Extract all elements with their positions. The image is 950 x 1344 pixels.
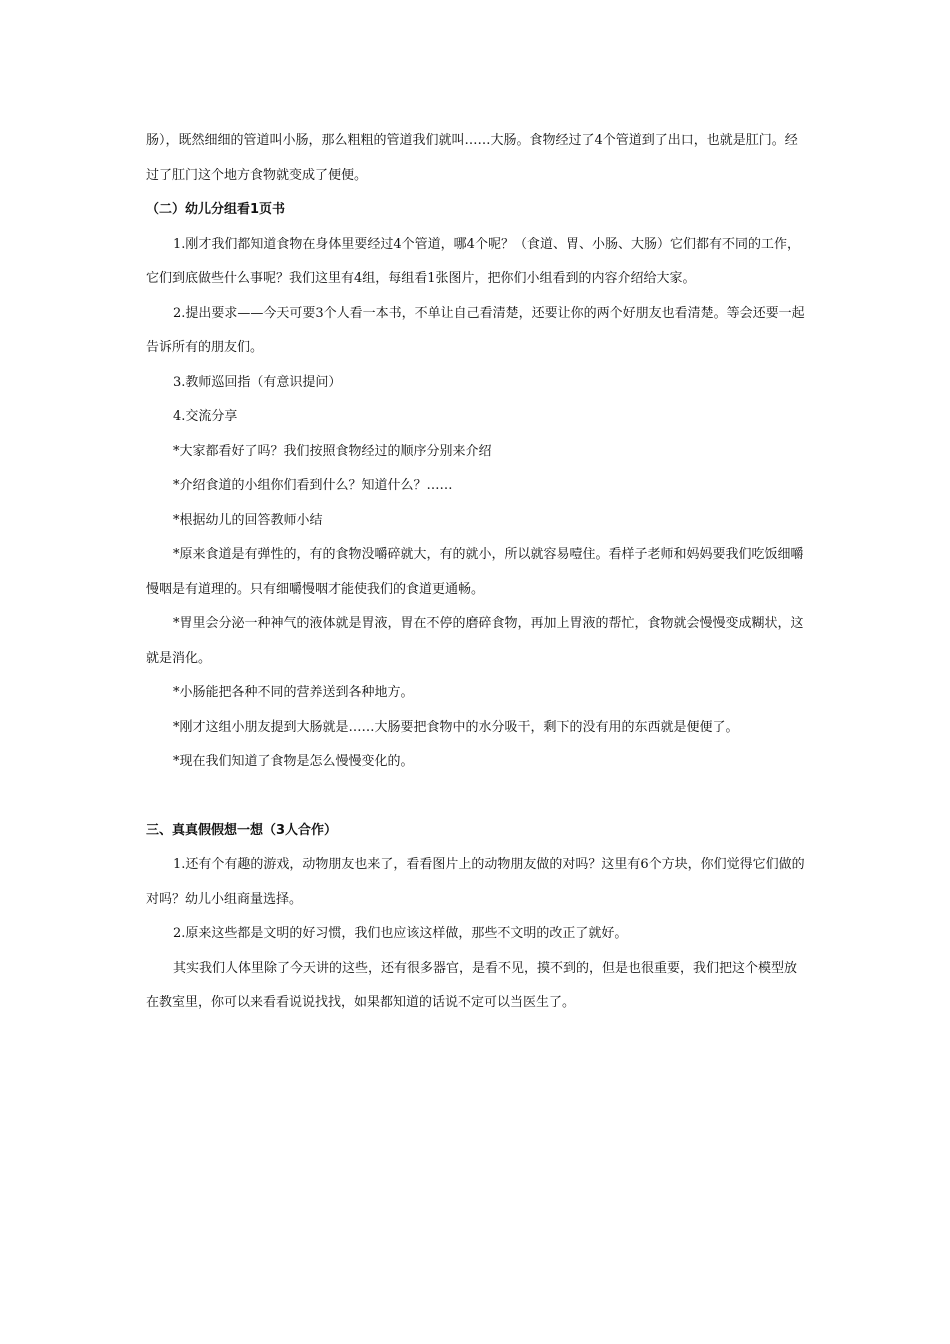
paragraph-bullet-esophagus-group: *介绍食道的小组你们看到什么？知道什么？…… [173, 478, 453, 493]
document-body [146, 124, 806, 1021]
paragraph-closing: 其实我们人体里除了今天讲的这些，还有很多器官，是看不见，摸不到的，但是也很重要，我们把这个模型放在教室里，你可以来看看说说找找，如果都知道的话说不定可以当医生了。 [146, 960, 798, 1010]
paragraph-bullet-stomach: *胃里会分泌一种神气的液体就是胃液，胃在不停的磨碎食物，再加上胃液的帮忙，食物就会慢慢变成糊状，这就是消化。 [146, 616, 804, 666]
paragraph-bullet-esophagus: *原来食道是有弹性的，有的食物没嚼碎就大，有的就小，所以就容易噎住。看样子老师和妈妈要我们吃饭细嚼慢咽是有道理的。只有细嚼慢咽才能使我们的食道更通畅。 [146, 547, 804, 597]
paragraph-bullet-conclusion: *现在我们知道了食物是怎么慢慢变化的。 [173, 754, 414, 769]
paragraph-bullet-large-intestine: *刚才这组小朋友提到大肠就是……大肠要把食物中的水分吸干，剩下的没有用的东西就是便便了。 [173, 719, 739, 735]
paragraph-step-2: 2.提出要求——今天可要3个人看一本书，不单让自己看清楚，还要让你的两个好朋友也看清楚。等会还要一起告诉所有的朋友们。 [146, 305, 805, 355]
paragraph-bullet-order: *大家都看好了吗？我们按照食物经过的顺序分别来介绍 [173, 443, 492, 459]
paragraph-step-1: 1.刚才我们都知道食物在身体里要经过4个管道，哪4个呢？（食道、胃、小肠、大肠）它们都有不同的工作，它们到底做些什么事呢？我们这里有4组，每组看1张图片，把你们小组看到的内容介绍给大家。 [146, 236, 800, 286]
paragraph-game-2: 2.原来这些都是文明的好习惯，我们也应该这样做，那些不文明的改正了就好。 [173, 926, 628, 941]
paragraph-bullet-small-intestine: *小肠能把各种不同的营养送到各种地方。 [173, 685, 414, 700]
paragraph-step-4: 4.交流分享 [173, 409, 238, 424]
section-spacer [146, 780, 806, 814]
section-heading-group-reading: （二）幼儿分组看1页书 [146, 202, 286, 217]
paragraph-continuation: 肠），既然细细的管道叫小肠，那么粗粗的管道我们就叫……大肠。食物经过了4个管道到了出口，也就是肛门。经过了肛门这个地方食物就变成了便便。 [146, 133, 798, 183]
paragraph-bullet-teacher-summary: *根据幼儿的回答教师小结 [173, 512, 323, 528]
paragraph-game-1: 1.还有个有趣的游戏，动物朋友也来了，看看图片上的动物朋友做的对吗？这里有6个方块，你们觉得它们做的对吗？幼儿小组商量选择。 [146, 857, 805, 907]
section-heading-true-false: 三、真真假假想一想（3人合作） [146, 822, 338, 838]
paragraph-step-3: 3.教师巡回指（有意识提问） [173, 374, 342, 390]
